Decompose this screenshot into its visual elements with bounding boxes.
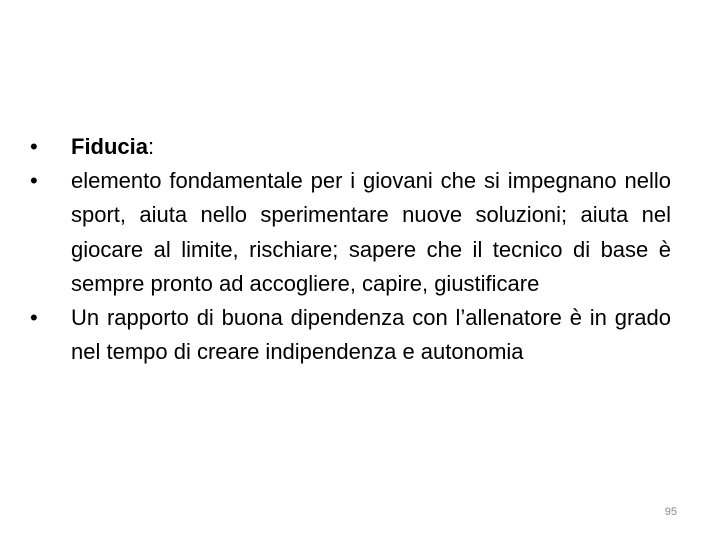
page-number: 95 [664,506,677,518]
bullet-icon: • [30,168,38,194]
bullet-item-rapporto [30,301,671,369]
bullet-text: Un rapporto di buona dipendenza con l’allenatore è in grado nel tempo di creare indipendenza e autonomia [71,305,671,365]
bullet-text: elemento fondamentale per i giovani che si impegnano nello sport, aiuta nello sperimentare nuove soluzioni; aiuta nel giocare al limite, rischiare; sapere che il tecnico di base è sempre pronto ad accogliere, capire, giustificare [71,168,671,296]
bullet-text: : [148,134,155,159]
slide-body [30,130,671,369]
bullet-list [30,130,671,369]
bullet-item-elemento [30,164,671,301]
bullet-icon: • [30,134,38,159]
bullet-item-fiducia [30,130,671,164]
bullet-term: Fiducia [71,134,149,159]
bullet-icon: • [30,305,38,331]
